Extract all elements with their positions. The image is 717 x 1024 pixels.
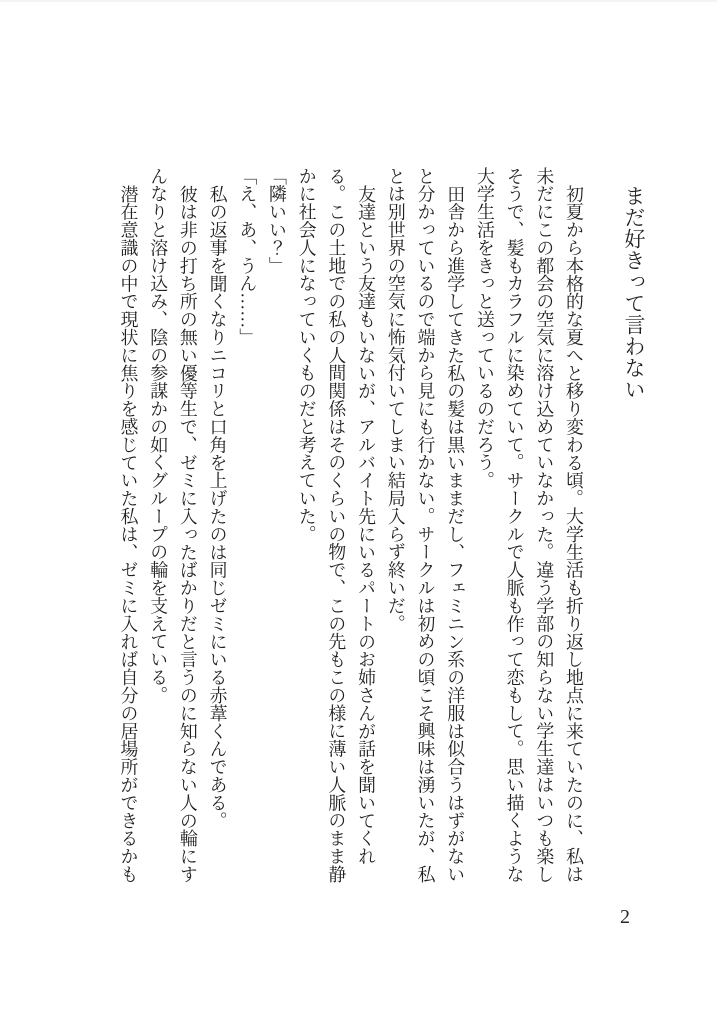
paragraph-6: 潜在意識の中で現状に焦りを感じていた私は、ゼミに入れば自分の居場所ができるかも [118,184,139,883]
dialogue-line-2: 「え、あ、うん……」 [237,167,258,346]
dialogue-line-1: 「隣いい？」 [266,167,287,275]
paragraph-2: 田舎から進学してきた私の髪は黒いままだし、フェミニン系の洋服は似合うはずがないと分かっているので端から見にも行かない。サークルは初めの頃こそ興味は湧いたが、私とは別世界の空気に怖気付いてしまい結局入らず終いだ。 [385,167,466,883]
paragraph-3: 友達という友達もいないが、アルバイト先にいるパートのお姉さんが話を聞いてくれる。この土地での私の人間関係はそのくらいの物で、この先もこの様に薄い人脈のまま静かに社会人になっていくものだと考えていた。 [296,167,377,883]
page-number: 2 [620,906,630,928]
paragraph-1: 初夏から本格的な夏へと移り変わる頃。大学生活も折り返し地点に来ていたのに、私は未だにこの都会の空気に溶け込めていなかった。違う学部の知らない学生達はいつも楽しそうで、髪もカラフルに染めていて。サークルで人脈も作って恋もして。思い描くような大学生活をきっと送っているのだろう。 [474,167,584,883]
paragraph-4: 私の返事を聞くなりニコリと口角を上げたのは同じゼミにいる赤葦くんである。 [207,184,228,830]
vertical-text-block [113,167,645,883]
story-body [113,167,588,883]
paragraph-5: 彼は非の打ち所の無い優等生で、ゼミに入ったばかりだと言うのに知らない人の輪にすんなりと溶け込み、陰の参謀かの如くグループの輪を支えている。 [148,167,198,883]
chapter-title: まだ好きって言わない [622,185,646,400]
